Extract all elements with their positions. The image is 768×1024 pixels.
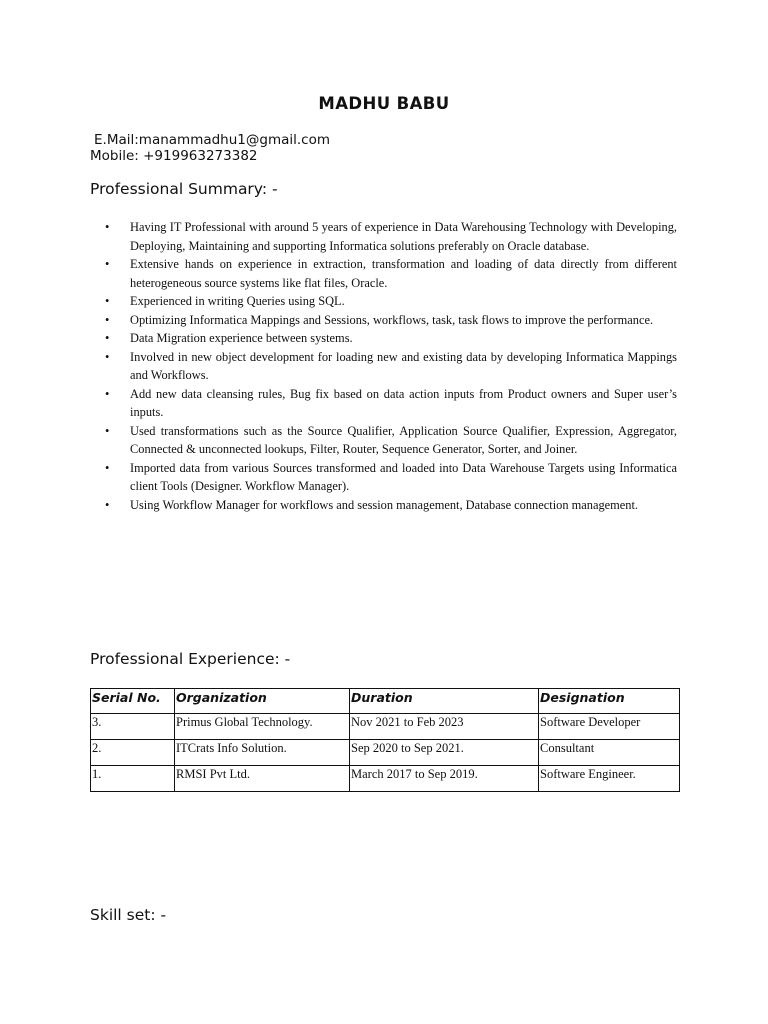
- designation-cell: Software Developer: [539, 714, 680, 740]
- summary-bullet: • Using Workflow Manager for workflows and session management, Database connection management.: [105, 496, 677, 515]
- skill-set-heading: Skill set: -: [90, 906, 167, 924]
- table-row: [91, 740, 680, 766]
- serial-cell: 3.: [91, 714, 175, 740]
- table-row: [91, 766, 680, 792]
- column-header-serial: Serial No.: [91, 689, 175, 714]
- table-row: [91, 714, 680, 740]
- email-line: E.Mail:manammadhu1@gmail.com: [94, 132, 331, 148]
- summary-bullet: • Optimizing Informatica Mappings and Sessions, workflows, task, task flows to improve the performance.: [105, 311, 677, 330]
- experience-table: [90, 688, 680, 792]
- table-header-row: [91, 689, 680, 714]
- organization-cell: Primus Global Technology.: [175, 714, 350, 740]
- summary-bullet-list: [105, 218, 677, 514]
- serial-cell: 2.: [91, 740, 175, 766]
- candidate-name: MADHU BABU: [318, 94, 450, 113]
- serial-cell: 1.: [91, 766, 175, 792]
- summary-bullet: • Experienced in writing Queries using SQL.: [105, 292, 677, 311]
- duration-cell: Sep 2020 to Sep 2021.: [350, 740, 539, 766]
- summary-bullet: • Involved in new object development for loading new and existing data by developing Informatica Mappings and Workflows.: [105, 348, 677, 385]
- summary-bullet: • Having IT Professional with around 5 years of experience in Data Warehousing Technology with Developing, Deploying, Maintaining and supporting Informatica solutions preferably on Oracle database.: [105, 218, 677, 255]
- column-header-designation: Designation: [539, 689, 680, 714]
- duration-cell: Nov 2021 to Feb 2023: [350, 714, 539, 740]
- mobile-line: Mobile: +919963273382: [90, 148, 258, 164]
- professional-summary-heading: Professional Summary: -: [90, 180, 278, 198]
- summary-bullet: • Add new data cleansing rules, Bug fix based on data action inputs from Product owners and Super user’s inputs.: [105, 385, 677, 422]
- summary-bullet: • Extensive hands on experience in extraction, transformation and loading of data directly from different heterogeneous source systems like flat files, Oracle.: [105, 255, 677, 292]
- summary-bullet: • Data Migration experience between systems.: [105, 329, 677, 348]
- professional-experience-heading: Professional Experience: -: [90, 650, 291, 668]
- summary-bullet: • Used transformations such as the Source Qualifier, Application Source Qualifier, Expression, Aggregator, Connected & unconnected lookups, Filter, Router, Sequence Generator, Sorter, and Joiner.: [105, 422, 677, 459]
- summary-bullet: • Imported data from various Sources transformed and loaded into Data Warehouse Targets using Informatica client Tools (Designer. Workflow Manager).: [105, 459, 677, 496]
- organization-cell: RMSI Pvt Ltd.: [175, 766, 350, 792]
- column-header-organization: Organization: [175, 689, 350, 714]
- column-header-duration: Duration: [350, 689, 539, 714]
- designation-cell: Consultant: [539, 740, 680, 766]
- designation-cell: Software Engineer.: [539, 766, 680, 792]
- organization-cell: ITCrats Info Solution.: [175, 740, 350, 766]
- duration-cell: March 2017 to Sep 2019.: [350, 766, 539, 792]
